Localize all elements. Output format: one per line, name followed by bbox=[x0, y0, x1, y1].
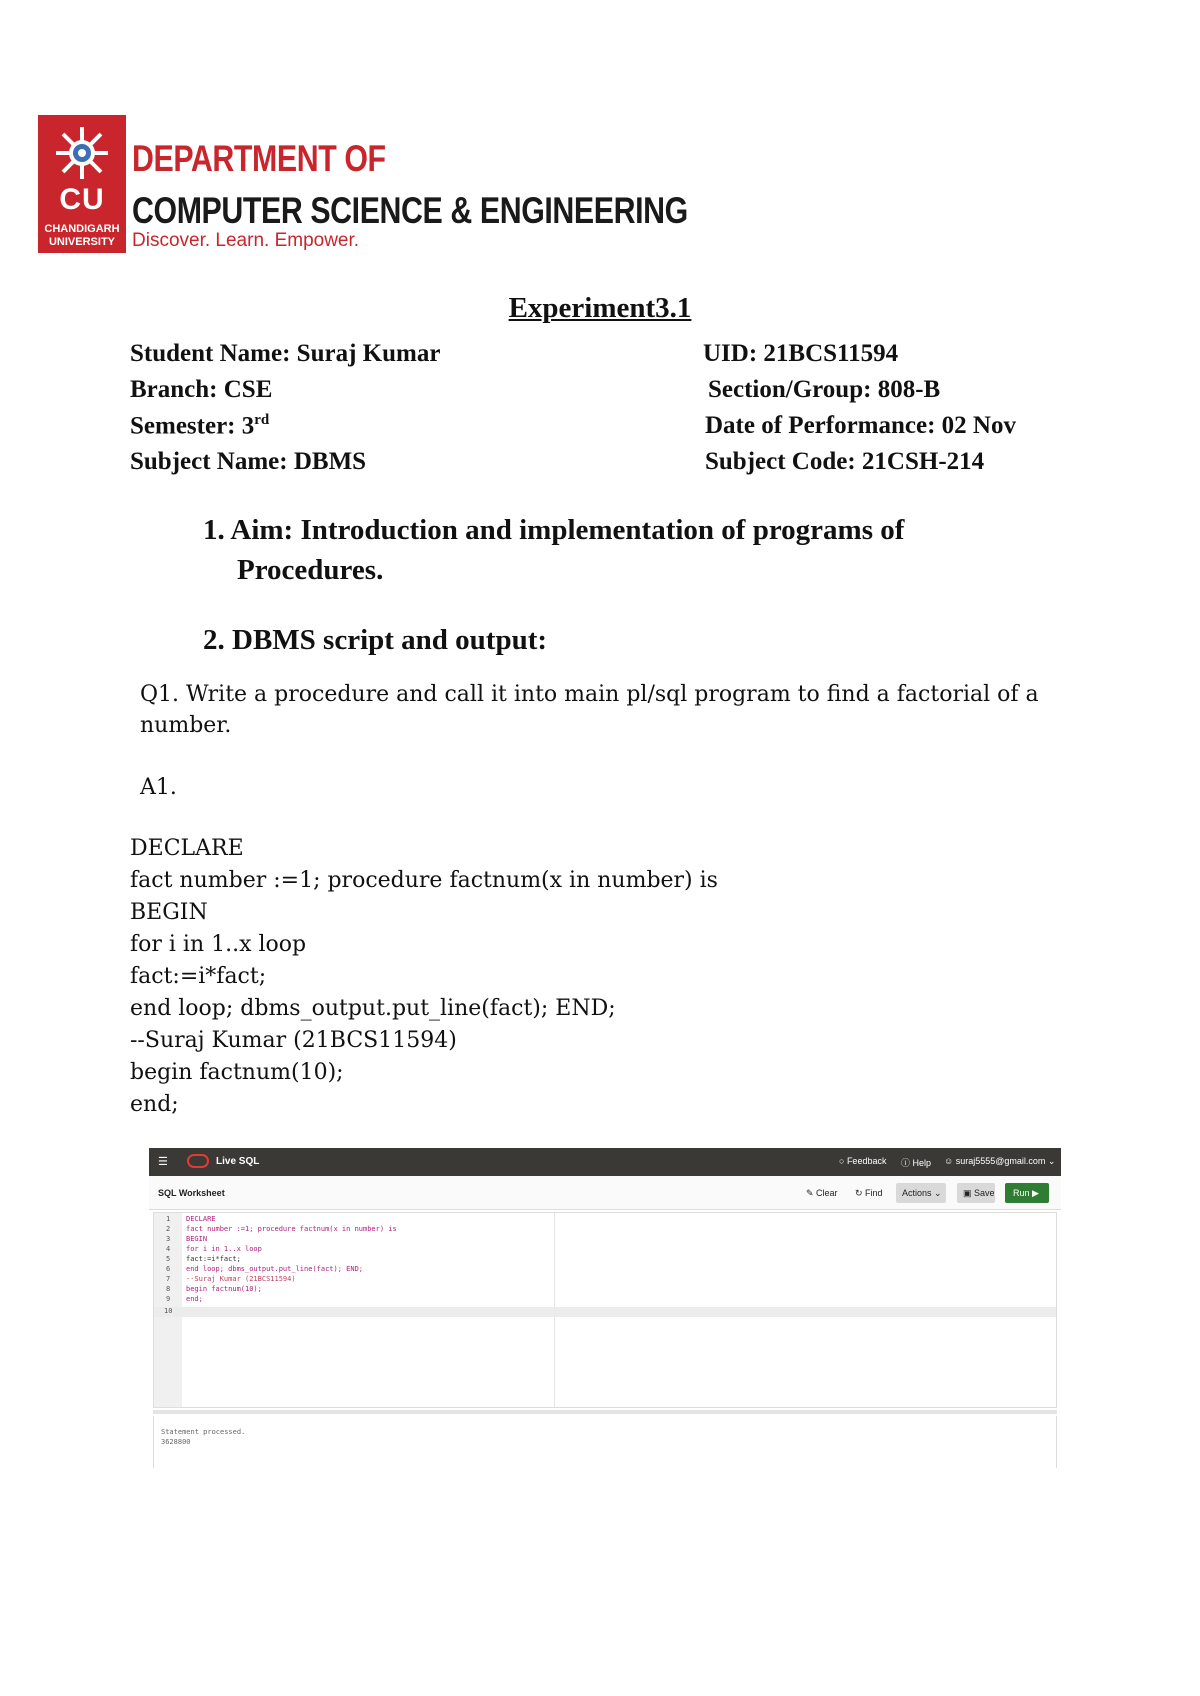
question-line1: Q1. Write a procedure and call it into main pl/sql program to find a factorial of a bbox=[140, 682, 1039, 707]
hamburger-menu-icon[interactable]: ☰ bbox=[158, 1156, 168, 1168]
results-splitter[interactable] bbox=[153, 1410, 1057, 1414]
editor-code-line: DECLARE bbox=[186, 1215, 216, 1223]
run-label: Run bbox=[1013, 1188, 1030, 1198]
subject-name: Subject Name: DBMS bbox=[130, 448, 367, 475]
help-label: Help bbox=[912, 1158, 932, 1168]
answer-label: A1. bbox=[140, 775, 177, 800]
help-link[interactable]: ⓘ Help bbox=[901, 1158, 932, 1168]
sql-editor[interactable] bbox=[153, 1212, 1057, 1408]
question-line2: number. bbox=[140, 713, 232, 738]
uid: UID: 21BCS11594 bbox=[703, 340, 899, 367]
line-number: 6 bbox=[166, 1265, 171, 1273]
user-menu[interactable]: ☺ suraj5555@gmail.com ⌄ bbox=[944, 1156, 1056, 1166]
line-number: 8 bbox=[166, 1285, 171, 1293]
line-number: 2 bbox=[166, 1225, 171, 1233]
code-line: for i in 1..x loop bbox=[130, 932, 307, 957]
editor-code-line: BEGIN bbox=[186, 1235, 208, 1243]
line-number: 9 bbox=[166, 1295, 171, 1303]
code-line: DECLARE bbox=[130, 836, 244, 861]
university-logo bbox=[38, 115, 126, 253]
semester-text: Semester: 3 bbox=[130, 412, 255, 440]
line-number: 3 bbox=[166, 1235, 171, 1243]
department-title-line2: COMPUTER SCIENCE & ENGINEERING bbox=[132, 190, 688, 231]
live-sql-screenshot bbox=[149, 1148, 1061, 1468]
semester-suffix: rd bbox=[254, 412, 270, 428]
result-status: Statement processed. bbox=[161, 1428, 246, 1436]
subject-code: Subject Code: 21CSH-214 bbox=[705, 448, 985, 475]
line-number: 10 bbox=[164, 1307, 173, 1315]
code-line: fact:=i*fact; bbox=[130, 964, 267, 989]
run-button[interactable]: Run ▶ bbox=[1005, 1183, 1049, 1203]
find-button[interactable]: ↻ Find bbox=[855, 1188, 883, 1198]
line-number: 5 bbox=[166, 1255, 171, 1263]
results-panel bbox=[153, 1416, 1057, 1468]
code-line: BEGIN bbox=[130, 900, 208, 925]
editor-code-line: --Suraj Kumar (21BCS11594) bbox=[186, 1275, 296, 1283]
editor-code-line: begin factnum(10); bbox=[186, 1285, 262, 1293]
line-number: 1 bbox=[166, 1215, 171, 1223]
worksheet-title: SQL Worksheet bbox=[158, 1188, 225, 1198]
logo-subtext-2: UNIVERSITY bbox=[48, 236, 115, 248]
code-line: --Suraj Kumar (21BCS11594) bbox=[130, 1028, 457, 1053]
editor-code-line: fact number :=1; procedure factnum(x in number) is bbox=[186, 1225, 397, 1233]
section-group: Section/Group: 808-B bbox=[708, 376, 941, 403]
logo-cu-text: CU bbox=[59, 183, 105, 216]
script-heading: 2. DBMS script and output: bbox=[203, 624, 548, 656]
editor-code-line: end loop; dbms_output.put_line(fact); END; bbox=[186, 1265, 364, 1273]
code-line: end; bbox=[130, 1092, 179, 1117]
actions-label: Actions bbox=[902, 1188, 932, 1198]
save-label: Save bbox=[974, 1188, 995, 1198]
oracle-logo-icon bbox=[187, 1154, 209, 1168]
logo-university-text bbox=[38, 223, 126, 249]
find-label: Find bbox=[865, 1188, 883, 1198]
current-line-highlight bbox=[154, 1307, 1056, 1317]
emblem-icon bbox=[52, 123, 112, 183]
student-name: Student Name: Suraj Kumar bbox=[130, 340, 441, 367]
clear-label: Clear bbox=[816, 1188, 838, 1198]
line-number: 4 bbox=[166, 1245, 171, 1253]
code-line: fact number :=1; procedure factnum(x in number) is bbox=[130, 868, 718, 893]
result-output: 3628800 bbox=[161, 1438, 191, 1446]
actions-dropdown[interactable]: Actions ⌄ bbox=[896, 1183, 946, 1203]
code-line: begin factnum(10); bbox=[130, 1060, 344, 1085]
editor-code-line: fact:=i*fact; bbox=[186, 1255, 241, 1263]
live-sql-brand: Live SQL bbox=[216, 1156, 260, 1167]
department-title-line1: DEPARTMENT OF bbox=[132, 138, 386, 179]
save-button[interactable]: ▣ Save bbox=[957, 1183, 995, 1203]
editor-code-line: end; bbox=[186, 1295, 203, 1303]
user-email: suraj5555@gmail.com bbox=[955, 1156, 1046, 1166]
line-number: 7 bbox=[166, 1275, 171, 1283]
aim-heading-line1: 1. Aim: Introduction and implementation of programs of bbox=[203, 514, 905, 546]
date-of-performance: Date of Performance: 02 Nov bbox=[705, 412, 1016, 439]
tagline: Discover. Learn. Empower. bbox=[132, 230, 360, 251]
editor-code-line: for i in 1..x loop bbox=[186, 1245, 262, 1253]
live-sql-top-bar bbox=[149, 1148, 1061, 1176]
code-line: end loop; dbms_output.put_line(fact); END; bbox=[130, 996, 616, 1021]
clear-button[interactable]: ✎ Clear bbox=[806, 1188, 838, 1198]
aim-heading-line2: Procedures. bbox=[237, 554, 384, 586]
branch: Branch: CSE bbox=[130, 376, 273, 403]
feedback-label: Feedback bbox=[846, 1156, 887, 1166]
logo-subtext-1: CHANDIGARH bbox=[44, 223, 120, 235]
experiment-title: Experiment3.1 bbox=[508, 292, 692, 324]
feedback-link[interactable]: ○ Feedback bbox=[839, 1156, 887, 1166]
semester bbox=[130, 412, 269, 440]
worksheet-toolbar bbox=[149, 1176, 1061, 1210]
